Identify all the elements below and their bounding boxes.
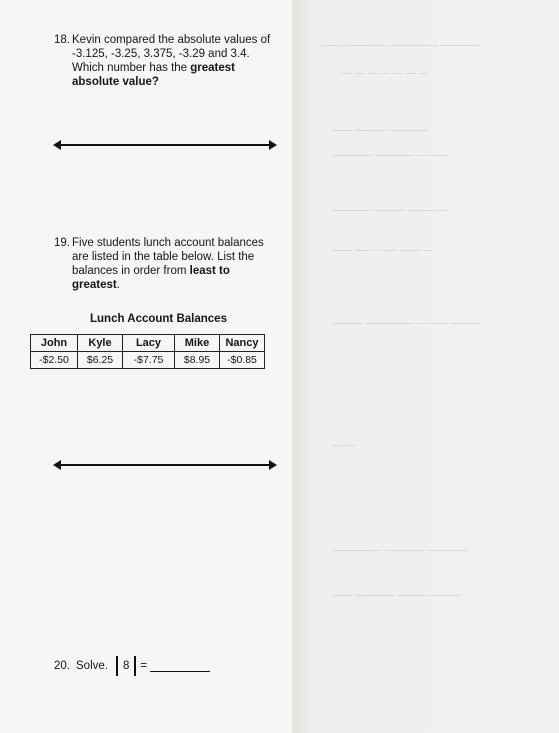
number-line-19[interactable] (53, 460, 277, 470)
question-number: 20. (54, 660, 70, 672)
table-cell: -$7.75 (123, 352, 175, 369)
table-row (31, 352, 265, 369)
table-title: Lunch Account Balances (90, 313, 227, 325)
question-emphasis: absolute value? (72, 76, 159, 88)
question-number: 18. (54, 34, 70, 46)
equals-sign: = (140, 660, 148, 672)
question-text: are listed in the table below. List the (72, 251, 255, 263)
bleed-through-text: ———— ————— ———— —— (322, 40, 481, 51)
right-arrow-icon (269, 140, 277, 150)
bleed-through-text: ——— ——— ————— ——— (332, 318, 481, 329)
bleed-through-text: ——— ———— ———— (332, 150, 448, 161)
table-cell: -$2.50 (31, 352, 78, 369)
question-18 (54, 33, 289, 89)
question-text: Solve. (76, 660, 108, 672)
number-line-bar (59, 144, 271, 146)
bleed-through-text: — —— —— —— —— (332, 245, 434, 256)
table-header-cell: Mike (175, 335, 220, 352)
bleed-through-text: — — — — — — — (342, 68, 429, 79)
table-cell: $8.95 (175, 352, 220, 369)
table-cell: -$0.85 (220, 352, 265, 369)
answer-blank[interactable] (150, 661, 210, 672)
worksheet-right-page-bleedthrough (292, 0, 559, 733)
question-text: balances in order from (72, 265, 187, 277)
question-number: 19. (54, 237, 70, 249)
question-text: . (116, 279, 120, 291)
question-text: Which number has the (72, 62, 188, 74)
bleed-through-text: ———— ——— —— (332, 125, 428, 136)
question-text: Kevin compared the absolute values of (72, 34, 271, 46)
absolute-value-expression (116, 656, 136, 676)
question-emphasis: greatest (72, 279, 117, 291)
question-20 (54, 656, 210, 676)
lunch-balances-table (30, 334, 265, 369)
number-line-18[interactable] (53, 140, 277, 150)
question-19 (54, 236, 289, 292)
question-text: -3.125, -3.25, 3.375, -3.29 and 3.4. (72, 48, 250, 60)
table-header-cell: Nancy (220, 335, 265, 352)
question-text: Five students lunch account balances (72, 237, 264, 249)
bleed-through-text: ——— ——— ———— —— (332, 590, 461, 601)
bleed-through-text: ———— ——— ———— (332, 205, 448, 216)
right-arrow-icon (269, 460, 277, 470)
question-emphasis: greatest (190, 62, 236, 74)
abs-bar-right (134, 656, 136, 676)
table-header-cell: John (31, 335, 78, 352)
table-header-cell: Kyle (78, 335, 123, 352)
table-header-row (31, 335, 265, 352)
table-header-cell: Lacy (123, 335, 175, 352)
bleed-through-text: — — (332, 440, 355, 451)
number-line-bar (59, 464, 271, 466)
question-emphasis: least to (189, 265, 230, 277)
abs-value-number: 8 (122, 660, 130, 672)
bleed-through-text: ———— ———— ————— (332, 545, 468, 556)
table-cell: $6.25 (78, 352, 123, 369)
